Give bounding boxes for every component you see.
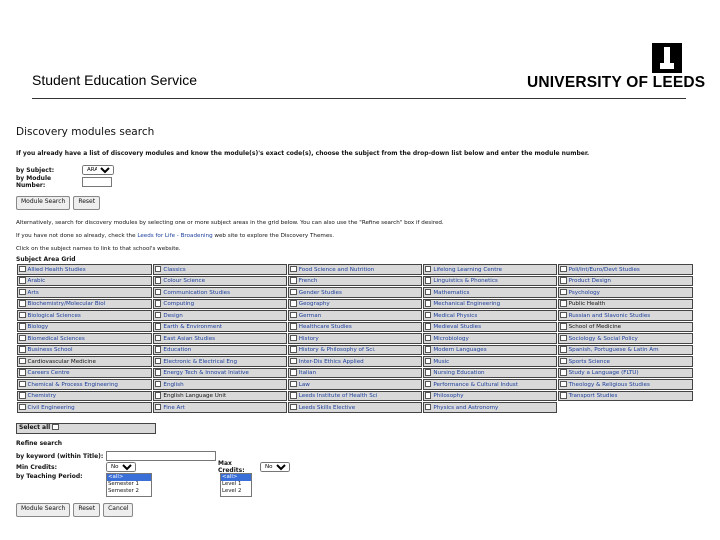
subject-link[interactable]: Law — [298, 381, 310, 388]
grid-cell — [423, 379, 557, 390]
subject-checkbox[interactable] — [425, 277, 432, 284]
subject-link[interactable]: Civil Engineering — [27, 404, 75, 411]
grid-cell — [288, 345, 422, 356]
grid-cell — [423, 391, 557, 402]
subject-link[interactable]: Product Design — [568, 278, 611, 285]
subject-link[interactable]: Design — [163, 312, 183, 319]
grid-cell — [153, 356, 287, 367]
grid-cell — [153, 264, 287, 275]
subject-checkbox[interactable] — [19, 392, 26, 399]
select-all-row — [16, 423, 156, 434]
grid-row — [17, 391, 693, 402]
subject-checkbox[interactable] — [290, 289, 297, 296]
grid-cell — [17, 402, 152, 413]
module-search-buttons — [16, 196, 694, 210]
subject-checkbox[interactable] — [290, 335, 297, 342]
subject-link[interactable]: History & Philosophy of Sci. — [298, 347, 376, 354]
subject-link[interactable]: Communication Studies — [163, 289, 231, 296]
grid-row — [17, 402, 693, 413]
grid-cell — [17, 368, 152, 379]
grid-cell — [153, 391, 287, 402]
subject-link[interactable]: Inter-Dis Ethics Applied — [298, 358, 364, 365]
grid-cell — [17, 264, 152, 275]
click-subject-text: Click on the subject names to link to that school's website. — [16, 246, 181, 252]
grid-cell — [17, 299, 152, 310]
grid-cell — [153, 310, 287, 321]
university-logo-text: UNIVERSITY OF LEEDS — [527, 74, 706, 91]
grid-row — [17, 276, 693, 287]
subject-checkbox[interactable] — [425, 323, 432, 330]
subject-link[interactable]: Allied Health Studies — [27, 266, 86, 273]
subject-link[interactable]: Chemistry — [27, 393, 57, 400]
teaching-period-label: by Teaching Period: — [16, 472, 83, 480]
alternative-text: Alternatively, search for discovery modules by selecting one or more subject areas in the grid below. You can also use the "Refine search" box if desired. — [16, 220, 444, 226]
grid-cell — [558, 345, 693, 356]
subject-link[interactable]: Spanish, Portuguese & Latin Am — [568, 347, 659, 354]
subject-checkbox[interactable] — [19, 358, 26, 365]
subject-label: English Language Unit — [163, 393, 227, 400]
grid-row — [17, 287, 693, 298]
grid-cell — [288, 391, 422, 402]
subject-checkbox[interactable] — [19, 346, 26, 353]
subject-checkbox[interactable] — [560, 289, 567, 296]
grid-cell — [288, 402, 422, 413]
subject-checkbox[interactable] — [425, 300, 432, 307]
grid-cell — [288, 299, 422, 310]
subject-link[interactable]: Biomedical Sciences — [27, 335, 85, 342]
subject-link[interactable]: Microbiology — [433, 335, 469, 342]
leeds-for-life-text — [16, 231, 694, 241]
subject-link[interactable]: Physics and Astronomy — [433, 404, 499, 411]
slide-rule — [32, 98, 686, 99]
subject-checkbox[interactable] — [560, 392, 567, 399]
subject-link[interactable]: French — [298, 278, 318, 285]
refine-module-search-button[interactable]: Module Search — [16, 503, 70, 517]
grid-cell — [558, 379, 693, 390]
subject-checkbox[interactable] — [425, 346, 432, 353]
leeds-for-life-link[interactable]: Leeds for Life - Broadening — [137, 233, 213, 239]
grid-cell — [17, 322, 152, 333]
subject-row — [16, 164, 694, 176]
grid-cell — [153, 333, 287, 344]
subject-checkbox[interactable] — [155, 312, 162, 319]
subject-checkbox[interactable] — [155, 300, 162, 307]
grid-cell — [288, 322, 422, 333]
subject-checkbox[interactable] — [290, 323, 297, 330]
subject-checkbox[interactable] — [155, 323, 162, 330]
grid-cell — [558, 310, 693, 321]
grid-cell — [17, 310, 152, 321]
subject-checkbox[interactable] — [560, 369, 567, 376]
grid-cell — [288, 368, 422, 379]
grid-cell — [558, 333, 693, 344]
select-all-label: Select all — [19, 423, 51, 431]
grid-row — [17, 310, 693, 321]
subject-area-grid — [16, 263, 694, 414]
subject-link[interactable]: Theology & Religious Studies — [568, 381, 650, 388]
subject-checkbox[interactable] — [560, 358, 567, 365]
subject-checkbox[interactable] — [560, 381, 567, 388]
subject-link[interactable]: Linguistics & Phonetics — [433, 278, 498, 285]
grid-cell — [153, 299, 287, 310]
subject-link[interactable]: Nursing Education — [433, 370, 485, 377]
credits-row — [16, 462, 694, 473]
subject-link[interactable]: Psychology — [568, 289, 600, 296]
refine-buttons — [16, 503, 694, 517]
subject-checkbox[interactable] — [425, 358, 432, 365]
subject-link[interactable]: Arts — [27, 289, 39, 296]
subject-checkbox[interactable] — [19, 277, 26, 284]
subject-checkbox[interactable] — [560, 266, 567, 273]
grid-cell — [153, 287, 287, 298]
grid-cell — [153, 345, 287, 356]
subject-link[interactable]: Philosophy — [433, 393, 464, 400]
subject-checkbox[interactable] — [19, 335, 26, 342]
subject-link[interactable]: Mathematics — [433, 289, 470, 296]
refine-reset-button[interactable]: Reset — [73, 503, 100, 517]
subject-label: Cardiovascular Medicine — [27, 358, 96, 365]
subject-link[interactable]: Education — [163, 347, 192, 354]
subject-link[interactable]: Business School — [27, 347, 73, 354]
subject-checkbox[interactable] — [425, 381, 432, 388]
subject-checkbox[interactable] — [155, 404, 162, 411]
subject-checkbox[interactable] — [560, 346, 567, 353]
grid-cell — [558, 276, 693, 287]
subject-link[interactable]: Poli/Int/Euro/Devt Studies — [568, 266, 640, 273]
subject-checkbox[interactable] — [155, 369, 162, 376]
subject-link[interactable]: Food Science and Nutrition — [298, 266, 375, 273]
subject-checkbox[interactable] — [290, 358, 297, 365]
subject-checkbox[interactable] — [19, 300, 26, 307]
subject-link[interactable]: Russian and Slavonic Studies — [568, 312, 651, 319]
subject-checkbox[interactable] — [425, 392, 432, 399]
subject-link[interactable]: Colour Science — [163, 278, 206, 285]
grid-cell — [288, 333, 422, 344]
max-credits-select[interactable] — [260, 462, 290, 472]
grid-cell — [288, 310, 422, 321]
page-heading: Discovery modules search — [16, 126, 155, 138]
grid-cell — [288, 379, 422, 390]
subject-link[interactable]: Sociology & Social Policy — [568, 335, 638, 342]
subject-checkbox[interactable] — [19, 266, 26, 273]
grid-row — [17, 322, 693, 333]
subject-checkbox[interactable] — [19, 323, 26, 330]
module-number-label: by Module Number: — [16, 175, 52, 189]
subject-checkbox[interactable] — [19, 381, 26, 388]
grid-cell — [423, 276, 557, 287]
subject-checkbox[interactable] — [425, 266, 432, 273]
grid-cell — [558, 287, 693, 298]
subject-checkbox[interactable] — [290, 346, 297, 353]
subject-checkbox[interactable] — [290, 300, 297, 307]
subject-checkbox[interactable] — [560, 277, 567, 284]
subject-link[interactable]: Medieval Studies — [433, 324, 481, 331]
listbox-option[interactable]: Semester 1 — [108, 480, 139, 487]
grid-cell — [153, 368, 287, 379]
grid-cell — [17, 379, 152, 390]
subject-checkbox[interactable] — [290, 392, 297, 399]
subject-checkbox[interactable] — [155, 335, 162, 342]
subject-checkbox[interactable] — [290, 369, 297, 376]
subject-checkbox[interactable] — [425, 312, 432, 319]
subject-checkbox[interactable] — [425, 289, 432, 296]
subject-label: Public Health — [568, 301, 606, 308]
level-listbox[interactable] — [220, 473, 252, 497]
select-all-checkbox[interactable] — [52, 424, 59, 431]
subject-link[interactable]: Leeds Skills Elective — [298, 404, 356, 411]
subject-checkbox[interactable] — [290, 277, 297, 284]
min-credits-label: Min Credits: — [16, 463, 58, 471]
subject-label: by Subject: — [16, 166, 55, 174]
listbox-option[interactable]: <all> — [107, 474, 151, 481]
subject-checkbox[interactable] — [19, 369, 26, 376]
grid-cell — [423, 402, 557, 413]
subject-link[interactable]: Biochemistry/Molecular Biol — [27, 301, 106, 308]
grid-cell — [558, 402, 693, 413]
grid-cell — [423, 287, 557, 298]
grid-cell — [153, 322, 287, 333]
grid-cell — [17, 276, 152, 287]
grid-cell — [288, 287, 422, 298]
grid-row — [17, 379, 693, 390]
subject-link[interactable]: Performance & Cultural Indust — [433, 381, 518, 388]
subject-link[interactable]: East Asian Studies — [163, 335, 216, 342]
max-credits-label: Max Credits: — [218, 460, 245, 474]
grid-cell — [558, 368, 693, 379]
subject-link[interactable]: Classics — [163, 266, 186, 273]
subject-checkbox[interactable] — [155, 346, 162, 353]
subject-link[interactable]: Fine Art — [163, 404, 185, 411]
module-number-row — [16, 176, 694, 188]
subject-link[interactable]: Music — [433, 358, 450, 365]
leeds-pre-text: If you have not done so already, check the — [16, 233, 138, 239]
subject-checkbox[interactable] — [560, 323, 567, 330]
grid-title: Subject Area Grid — [16, 256, 76, 263]
grid-row — [17, 356, 693, 367]
subject-checkbox[interactable] — [290, 266, 297, 273]
embedded-screenshot — [14, 118, 694, 517]
subject-link[interactable]: Transport Studies — [568, 393, 618, 400]
subject-link[interactable]: Modern Languages — [433, 347, 487, 354]
cancel-button[interactable]: Cancel — [103, 503, 133, 517]
subject-link[interactable]: Earth & Environment — [163, 324, 223, 331]
subject-link[interactable]: Energy Tech & Innovat Iniative — [163, 370, 249, 377]
instruction-text: If you already have a list of discovery modules and know the module(s)'s exact code(s), choose the subject from the drop-down list below and enter the module number. — [16, 150, 590, 157]
subject-link[interactable]: Geography — [298, 301, 330, 308]
subject-link[interactable]: Electronic & Electrical Eng — [163, 358, 238, 365]
leeds-post-text: web site to explore the Discovery Themes. — [212, 233, 334, 239]
subject-checkbox[interactable] — [155, 381, 162, 388]
keyword-row — [16, 451, 694, 462]
subject-checkbox[interactable] — [425, 335, 432, 342]
grid-cell — [423, 356, 557, 367]
grid-row — [17, 345, 693, 356]
slide-title: Student Education Service — [32, 72, 197, 88]
grid-cell — [153, 402, 287, 413]
subject-link[interactable]: Chemical & Process Engineering — [27, 381, 118, 388]
subject-link[interactable]: Careers Centre — [27, 370, 70, 377]
subject-link[interactable]: Arabic — [27, 278, 46, 285]
subject-checkbox[interactable] — [155, 266, 162, 273]
subject-link[interactable]: Medical Physics — [433, 312, 478, 319]
subject-checkbox[interactable] — [19, 404, 26, 411]
listbox-option[interactable]: Level 2 — [222, 487, 242, 494]
subject-checkbox[interactable] — [560, 300, 567, 307]
module-search-button[interactable]: Module Search — [16, 196, 70, 210]
subject-checkbox[interactable] — [290, 404, 297, 411]
listbox-option[interactable]: Semester 2 — [108, 487, 139, 494]
keyword-label: by keyword (within Title): — [16, 452, 104, 460]
subject-link[interactable]: Gender Studies — [298, 289, 342, 296]
grid-cell — [423, 299, 557, 310]
subject-link[interactable]: Study a Language (FLTU) — [568, 370, 639, 377]
subject-checkbox[interactable] — [155, 358, 162, 365]
subject-select[interactable] — [82, 165, 114, 175]
grid-cell — [153, 379, 287, 390]
grid-row — [17, 333, 693, 344]
refine-title: Refine search — [16, 439, 63, 447]
subject-link[interactable]: English — [163, 381, 184, 388]
grid-cell — [558, 391, 693, 402]
grid-cell — [558, 299, 693, 310]
subject-link[interactable]: Healthcare Studies — [298, 324, 352, 331]
grid-cell — [153, 276, 287, 287]
subject-checkbox[interactable] — [290, 312, 297, 319]
grid-cell — [558, 264, 693, 275]
grid-cell — [17, 287, 152, 298]
subject-checkbox[interactable] — [155, 392, 162, 399]
grid-cell — [288, 276, 422, 287]
min-credits-select[interactable] — [106, 462, 136, 472]
subject-checkbox[interactable] — [19, 289, 26, 296]
grid-cell — [17, 333, 152, 344]
subject-checkbox[interactable] — [290, 381, 297, 388]
grid-cell — [423, 264, 557, 275]
keyword-input[interactable] — [106, 451, 216, 461]
grid-row — [17, 264, 693, 275]
subject-checkbox[interactable] — [425, 369, 432, 376]
grid-row — [17, 368, 693, 379]
grid-cell — [423, 368, 557, 379]
subject-link[interactable]: History — [298, 335, 319, 342]
subject-link[interactable]: Computing — [163, 301, 195, 308]
subject-checkbox[interactable] — [560, 312, 567, 319]
reset-button[interactable]: Reset — [73, 196, 100, 210]
subject-link[interactable]: Italian — [298, 370, 317, 377]
grid-cell — [423, 333, 557, 344]
grid-cell — [423, 322, 557, 333]
grid-cell — [17, 356, 152, 367]
subject-link[interactable]: Lifelong Learning Centre — [433, 266, 503, 273]
grid-cell — [288, 356, 422, 367]
grid-cell — [423, 345, 557, 356]
teaching-period-listbox[interactable] — [106, 473, 152, 497]
subject-checkbox[interactable] — [425, 404, 432, 411]
grid-cell — [423, 310, 557, 321]
grid-row — [17, 299, 693, 310]
subject-label: School of Medicine — [568, 324, 622, 331]
listbox-option[interactable]: Level 1 — [222, 480, 242, 487]
subject-link[interactable]: German — [298, 312, 322, 319]
subject-link[interactable]: Biological Sciences — [27, 312, 81, 319]
subject-link[interactable]: Biology — [27, 324, 49, 331]
grid-cell — [558, 322, 693, 333]
subject-link[interactable]: Leeds Institute of Health Sci — [298, 393, 378, 400]
module-number-input[interactable] — [82, 177, 112, 187]
subject-checkbox[interactable] — [560, 335, 567, 342]
listbox-option[interactable]: <all> — [221, 474, 251, 481]
subject-checkbox[interactable] — [155, 277, 162, 284]
grid-cell — [17, 391, 152, 402]
teaching-period-row — [16, 473, 694, 497]
subject-link[interactable]: Sports Science — [568, 358, 610, 365]
subject-checkbox[interactable] — [19, 312, 26, 319]
grid-cell — [17, 345, 152, 356]
grid-cell — [288, 264, 422, 275]
grid-cell — [558, 356, 693, 367]
university-logo-icon — [652, 43, 682, 73]
subject-link[interactable]: Mechanical Engineering — [433, 301, 501, 308]
subject-checkbox[interactable] — [155, 289, 162, 296]
